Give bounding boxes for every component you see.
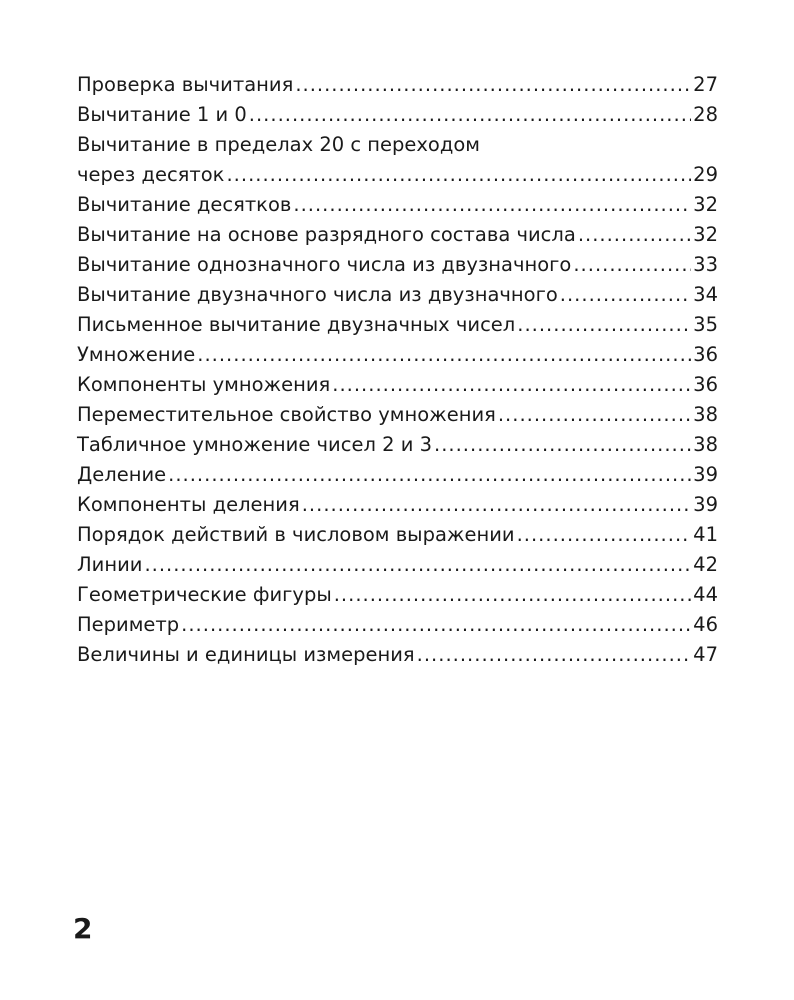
toc-entry-page: 38 bbox=[693, 433, 718, 456]
toc-entry-page: 42 bbox=[693, 553, 718, 576]
toc-leader-dots bbox=[168, 460, 691, 490]
toc-entry[interactable] bbox=[77, 130, 718, 160]
toc-leader-dots bbox=[197, 340, 691, 370]
toc-entry-title: Компоненты умножения bbox=[77, 373, 331, 396]
toc-leader-dots bbox=[226, 160, 691, 190]
toc-entry-page: 47 bbox=[693, 643, 718, 666]
toc-entry-title-continuation: через десяток bbox=[77, 163, 225, 186]
toc-leader-dots bbox=[578, 220, 691, 250]
toc-entry-page: 29 bbox=[693, 163, 718, 186]
toc-entry-title: Компоненты деления bbox=[77, 493, 300, 516]
toc-leader-dots bbox=[249, 100, 691, 130]
toc-entry[interactable] bbox=[77, 70, 718, 100]
toc-entry-page: 36 bbox=[693, 343, 718, 366]
toc-entry-page: 38 bbox=[693, 403, 718, 426]
toc-entry[interactable] bbox=[77, 100, 718, 130]
toc-leader-dots bbox=[332, 370, 691, 400]
toc-entry-title: Порядок действий в числовом выражении bbox=[77, 523, 515, 546]
toc-entry-title: Линии bbox=[77, 553, 143, 576]
toc-entry-page: 36 bbox=[693, 373, 718, 396]
toc-entry-page: 32 bbox=[693, 193, 718, 216]
toc-entry-title: Вычитание десятков bbox=[77, 193, 292, 216]
toc-entry-title: Деление bbox=[77, 463, 167, 486]
toc-entry[interactable] bbox=[77, 490, 718, 520]
toc-leader-dots bbox=[417, 640, 692, 670]
toc-entry[interactable] bbox=[77, 190, 718, 220]
table-of-contents bbox=[77, 70, 718, 670]
toc-entry-title: Геометрические фигуры bbox=[77, 583, 332, 606]
toc-entry-title: Величины и единицы измерения bbox=[77, 643, 415, 666]
toc-entry-title: Вычитание 1 и 0 bbox=[77, 103, 247, 126]
toc-entry-page: 41 bbox=[693, 523, 718, 546]
toc-entry[interactable] bbox=[77, 610, 718, 640]
toc-entry-page: 35 bbox=[693, 313, 718, 336]
toc-entry[interactable] bbox=[77, 580, 718, 610]
toc-entry-title: Вычитание двузначного числа из двузначного bbox=[77, 283, 558, 306]
toc-entry-title: Периметр bbox=[77, 613, 180, 636]
toc-entry[interactable] bbox=[77, 250, 718, 280]
toc-leader-dots bbox=[144, 550, 691, 580]
toc-entry[interactable] bbox=[77, 400, 718, 430]
toc-leader-dots bbox=[560, 280, 691, 310]
toc-entry-title: Табличное умножение чисел 2 и 3 bbox=[77, 433, 432, 456]
toc-leader-dots bbox=[334, 580, 691, 610]
toc-leader-dots bbox=[573, 250, 691, 280]
toc-leader-dots bbox=[181, 610, 691, 640]
toc-entry-title: Вычитание на основе разрядного состава числа bbox=[77, 223, 576, 246]
toc-entry[interactable] bbox=[77, 340, 718, 370]
toc-leader-dots bbox=[498, 400, 691, 430]
toc-entry-title: Умножение bbox=[77, 343, 196, 366]
toc-entry-page: 28 bbox=[693, 103, 718, 126]
toc-entry-page: 32 bbox=[693, 223, 718, 246]
toc-leader-dots bbox=[295, 70, 691, 100]
toc-entry-page: 39 bbox=[693, 493, 718, 516]
toc-entry-continuation[interactable] bbox=[77, 160, 718, 190]
toc-entry[interactable] bbox=[77, 520, 718, 550]
toc-entry-page: 46 bbox=[693, 613, 718, 636]
toc-entry[interactable] bbox=[77, 370, 718, 400]
toc-entry[interactable] bbox=[77, 280, 718, 310]
toc-entry[interactable] bbox=[77, 430, 718, 460]
toc-entry-page: 39 bbox=[693, 463, 718, 486]
toc-leader-dots bbox=[293, 190, 691, 220]
toc-leader-dots bbox=[302, 490, 691, 520]
toc-entry[interactable] bbox=[77, 310, 718, 340]
toc-entry[interactable] bbox=[77, 460, 718, 490]
toc-entry[interactable] bbox=[77, 550, 718, 580]
toc-entry-title: Вычитание однозначного числа из двузначного bbox=[77, 253, 572, 276]
toc-entry-title: Вычитание в пределах 20 с переходом bbox=[77, 133, 480, 156]
toc-leader-dots bbox=[517, 310, 691, 340]
toc-entry-page: 33 bbox=[693, 253, 718, 276]
toc-entry-page: 34 bbox=[693, 283, 718, 306]
toc-entry[interactable] bbox=[77, 640, 718, 670]
toc-entry-title: Проверка вычитания bbox=[77, 73, 294, 96]
toc-entry[interactable] bbox=[77, 220, 718, 250]
page-number: 2 bbox=[73, 912, 93, 945]
toc-entry-title: Письменное вычитание двузначных чисел bbox=[77, 313, 516, 336]
toc-entry-page: 44 bbox=[693, 583, 718, 606]
toc-leader-dots bbox=[517, 520, 692, 550]
toc-entry-title: Переместительное свойство умножения bbox=[77, 403, 496, 426]
toc-leader-dots bbox=[434, 430, 691, 460]
toc-entry-page: 27 bbox=[693, 73, 718, 96]
